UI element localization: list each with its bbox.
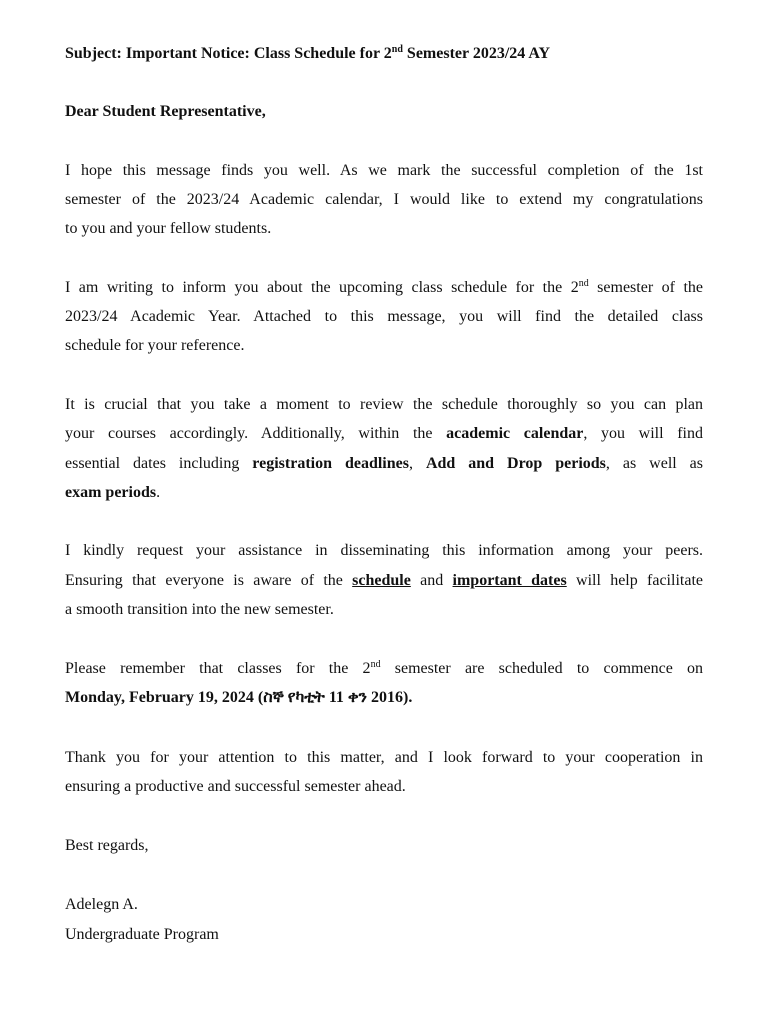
paragraph-3-line-2	[65, 424, 703, 444]
subject-text-end: Semester 2023/24 AY	[402, 45, 551, 62]
subject-text: Subject: Important Notice: Class Schedule for 2	[65, 45, 392, 62]
p5-text: Please remember that classes for the 2	[65, 660, 371, 677]
p3-text: , you will find	[583, 425, 703, 442]
paragraph-2-line-1	[65, 278, 703, 298]
p2-text: I am writing to inform you about the upcoming class schedule for the 2	[65, 279, 579, 296]
paragraph-4-line-1: I kindly request your assistance in disseminating this information among your peers.	[65, 542, 703, 559]
academic-calendar-emphasis: academic calendar	[446, 425, 584, 442]
greeting: Dear Student Representative,	[65, 103, 266, 120]
paragraph-1-line-3: to you and your fellow students.	[65, 220, 272, 237]
subject-line	[65, 44, 703, 64]
p5-superscript: nd	[370, 659, 381, 670]
start-date: Monday, February 19, 2024 (ስኞ የካቲት 11 ቀን 2016).	[65, 689, 413, 706]
paragraph-2-line-3: schedule for your reference.	[65, 337, 245, 354]
p3-text: , as well as	[605, 455, 704, 472]
p3-text: essential dates including	[65, 455, 253, 472]
paragraph-1-line-2: semester of the 2023/24 Academic calendar, I would like to extend my congratulations	[65, 191, 703, 208]
signature-name: Adelegn A.	[65, 896, 138, 913]
p4-text: and	[410, 572, 453, 589]
schedule-emphasis: schedule	[352, 572, 411, 589]
paragraph-4-line-2	[65, 571, 703, 591]
p2-superscript: nd	[578, 278, 589, 289]
signature-program: Undergraduate Program	[65, 926, 219, 943]
p3-text: ,	[408, 455, 426, 472]
p4-text: Ensuring that everyone is aware of the	[65, 572, 353, 589]
paragraph-3-line-4	[65, 483, 703, 503]
subject-superscript: nd	[391, 44, 403, 55]
paragraph-5-line-1	[65, 659, 703, 679]
p5-text-end: semester are scheduled to commence on	[380, 660, 703, 677]
p3-text: your courses accordingly. Additionally, within the	[65, 425, 447, 442]
closing: Best regards,	[65, 837, 149, 854]
p4-text: will help facilitate	[566, 572, 703, 589]
paragraph-6-line-2: ensuring a productive and successful semester ahead.	[65, 778, 406, 795]
paragraph-6-line-1: Thank you for your attention to this matter, and I look forward to your cooperation in	[65, 749, 703, 766]
p3-text: .	[156, 484, 161, 501]
paragraph-3-line-3	[65, 454, 703, 474]
add-drop-emphasis: Add and Drop periods	[425, 455, 606, 472]
paragraph-3-line-1: It is crucial that you take a moment to review the schedule thoroughly so you can plan	[65, 396, 703, 413]
important-dates-emphasis: important dates	[452, 572, 567, 589]
paragraph-2-line-2: 2023/24 Academic Year. Attached to this message, you will find the detailed class	[65, 308, 703, 325]
paragraph-1-line-1: I hope this message finds you well. As we mark the successful completion of the 1st	[65, 162, 703, 179]
exam-periods-emphasis: exam periods	[65, 484, 157, 501]
p2-text-end: semester of the	[588, 279, 703, 296]
paragraph-4-line-3: a smooth transition into the new semester.	[65, 601, 334, 618]
registration-deadlines-emphasis: registration deadlines	[252, 455, 409, 472]
